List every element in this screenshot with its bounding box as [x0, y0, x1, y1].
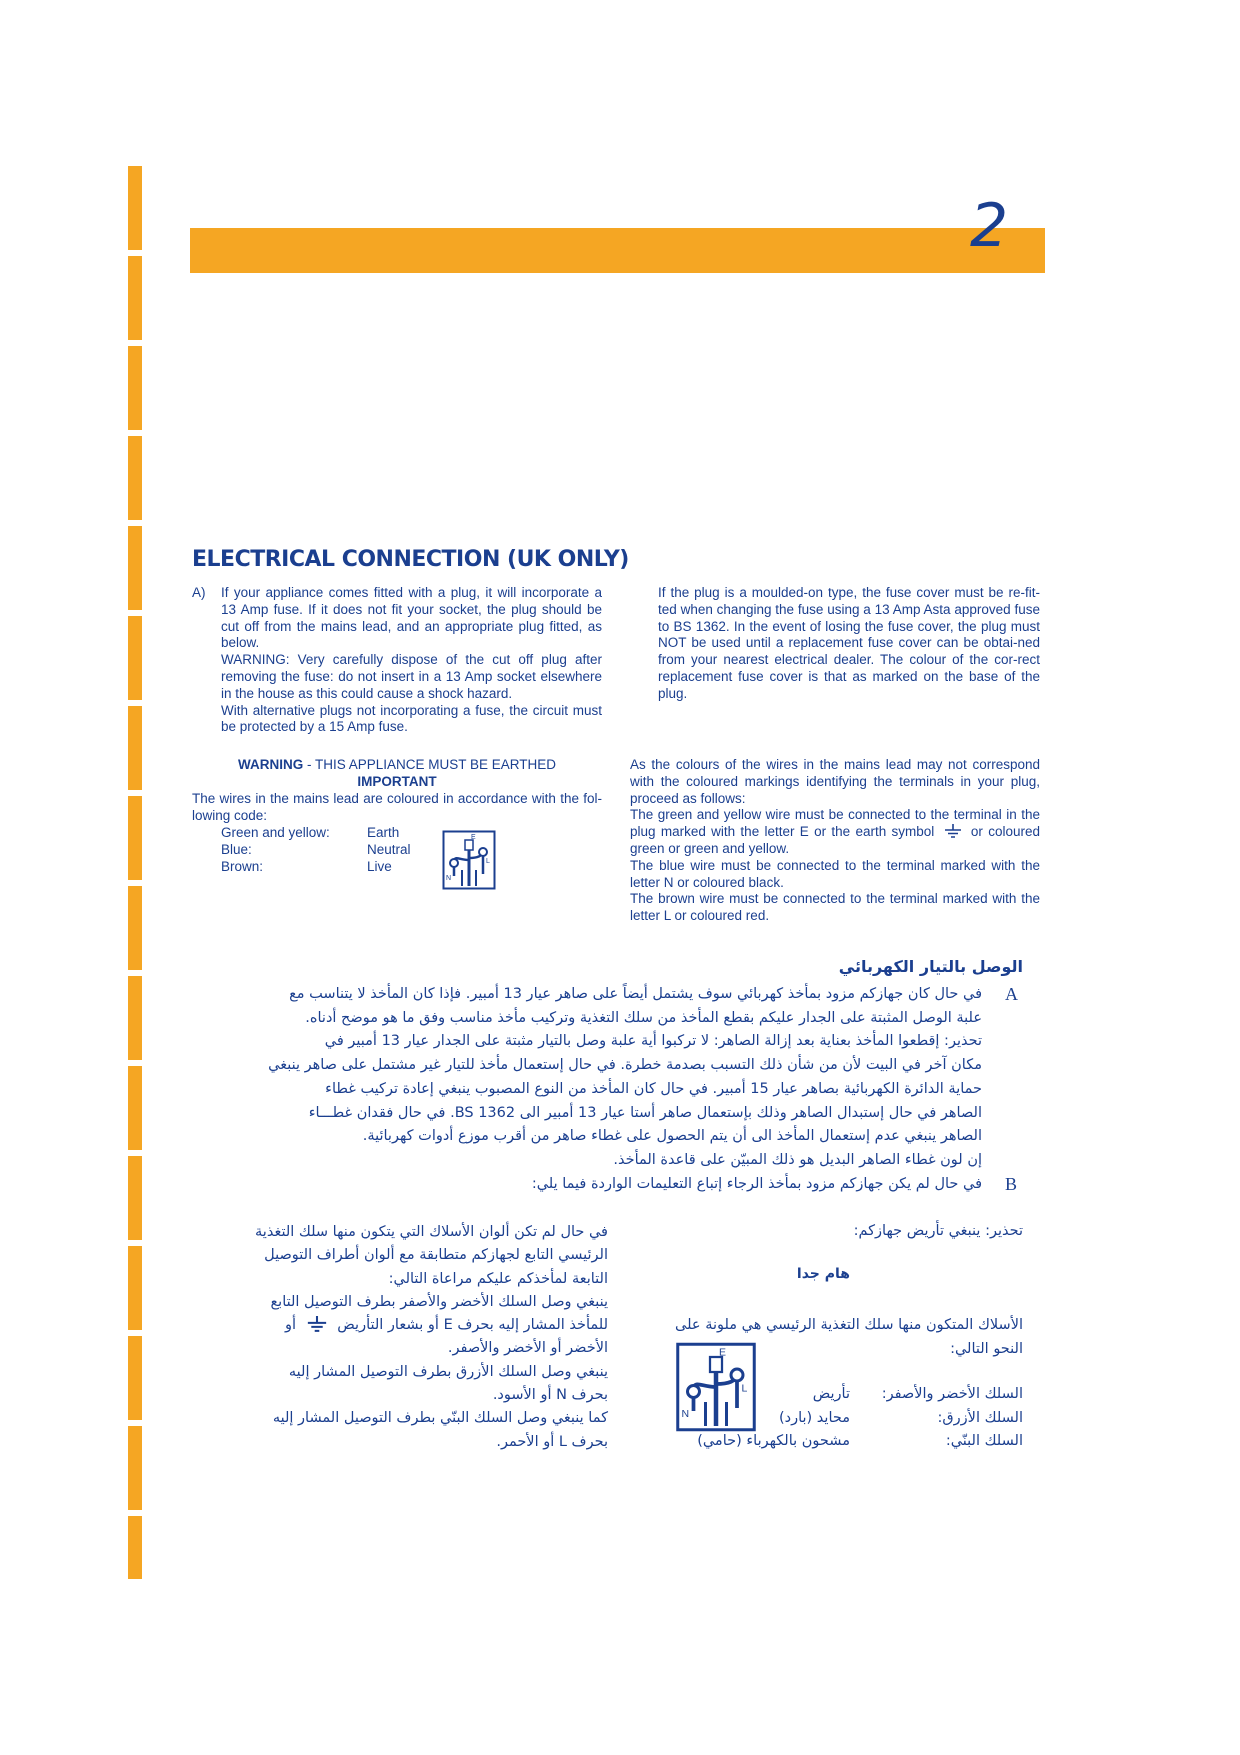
arabic-line-b: في حال لم يكن جهازكم مزود بمأخذ الرجاء إتباع التعليمات الواردة فيما يلي:: [531, 1175, 982, 1192]
plug-letter-n: N: [681, 1408, 690, 1420]
side-bar-segment: [128, 1246, 142, 1330]
side-bar-segment: [128, 796, 142, 880]
plug-letter-n: N: [446, 875, 452, 882]
plug-letter-e: E: [719, 1346, 727, 1359]
side-bar-segment: [128, 616, 142, 700]
wire-row: [221, 859, 421, 876]
arabic-line: في حال لم تكن ألوان الأسلاك التي يتكون منها سلك التغذية: [255, 1224, 608, 1240]
wire-colour: Green and yellow:: [221, 825, 330, 840]
arabic-line: الرئيسي التابع لجهازكم متطابقة مع ألوان أطراف التوصيل: [264, 1247, 608, 1264]
arabic-heading: الوصل بالتيار الكهربائي: [838, 957, 1023, 976]
wire-meaning: Live: [367, 859, 392, 874]
side-bar-segment: [128, 166, 142, 250]
wire-instructions: [630, 757, 1040, 925]
plug-letter-e: E: [471, 834, 476, 841]
arabic-line: إن لون غطاء الصاهر البديل هو ذلك المبيّن على قاعدة المأخذ.: [613, 1151, 982, 1168]
side-bar-segment: [128, 436, 142, 520]
arabic-line: الصاهر ينبغي عدم إستعمال المأخذ الى أن يتم الحصول على غطاء صاهر من أقرب موزع أدوات كهربائية.: [362, 1128, 982, 1145]
important-label: IMPORTANT: [357, 774, 437, 789]
side-bar-segment: [128, 976, 142, 1060]
arabic-label-b: B: [1005, 1174, 1018, 1194]
warning-text: - THIS APPLIANCE MUST BE EARTHED: [303, 757, 557, 772]
arabic-line-earth: [200, 1314, 608, 1337]
arabic-line: ينبغي وصل السلك الأخضر والأصفر بطرف التوصيل التابع: [270, 1293, 608, 1310]
plug-diagram-large-icon: [674, 1342, 758, 1432]
side-bar-segment: [128, 1156, 142, 1240]
moulded-plug-paragraph: If the plug is a moulded-on type, the fuse cover must be re-fit-ted when changing the fuse using a 13 Amp Asta approved fuse to BS 1362. In the event of losing the fuse cover, the plug must NOT be used until a replacement fuse cover can be obtai-ned from your nearest electrical dealer. The colour of the cor-rect replacement fuse cover is that as marked on the base of the plug.: [658, 585, 1040, 701]
brown-wire-instruction: The brown wire must be connected to the terminal marked with the letter L or coloured red.: [630, 891, 1040, 924]
wire-meaning: Earth: [367, 825, 400, 840]
side-bar-segment: [128, 526, 142, 610]
arabic-line: بحرف N أو الأسود.: [492, 1387, 608, 1404]
header-bar: [190, 228, 1045, 273]
arabic-wire-meaning: مشحون بالكهرباء (حامي): [697, 1433, 850, 1449]
arabic-line: علبة الوصل المثبتة على الجدار عليكم بقطع المأخذ من سلك التغذية وتركيب مأخذ مناسب وفق ما هو موضح أدناه.: [305, 1009, 982, 1026]
wire-colour: Brown:: [221, 859, 264, 874]
green-yellow-text-start: The green and yellow wire must be connected to the terminal in the plug marked with the letter E or the earth symbol: [630, 807, 1040, 840]
section-a-label: A): [192, 585, 206, 600]
arabic-section-a: [192, 983, 982, 1196]
plug-letter-l: L: [486, 858, 490, 865]
arabic-line: النحو التالي:: [950, 1340, 1023, 1357]
side-bar-segment: [128, 256, 142, 340]
wire-row: [221, 842, 421, 859]
side-bar-segment: [128, 886, 142, 970]
green-yellow-instruction: [630, 807, 1040, 857]
arabic-line: مكان آخر في البيت لأن من شأن ذلك التسبب بصدمة خطرة. في حال إستعمال مأخذ للتيار غير مشتمل على صاهر ينبغي: [268, 1057, 982, 1074]
arabic-line: الأسلاك المتكون منها سلك التغذية الرئيسي هي ملونة على: [675, 1317, 1023, 1333]
arabic-line: ينبغي وصل السلك الأزرق بطرف التوصيل المشار إليه: [288, 1363, 608, 1380]
arabic-warning: تحذير: ينبغي تأريض جهازكم:: [853, 1223, 1023, 1239]
plug-diagram-icon: [442, 830, 496, 890]
arabic-line: الصاهر في حال إستبدال الصاهر وذلك بإستعمال صاهر أستا عيار 13 أمبير الى BS 1362. في حال فقدان غطـــاء: [308, 1104, 982, 1121]
wire-instructions-intro: As the colours of the wires in the mains lead may not correspond with the coloured markings identifying the terminals in your plug, proceed as follows:: [630, 757, 1040, 806]
arabic-label-a: A: [1005, 984, 1018, 1004]
arabic-wire-colour: السلك البنّي:: [945, 1433, 1023, 1449]
arabic-wire-meaning: تأريض: [812, 1386, 850, 1402]
page-number: 2: [970, 191, 1009, 261]
section-a-alt-plugs-paragraph: With alternative plugs not incorporating a fuse, the circuit must be protected by a 15 Amp fuse.: [221, 702, 602, 735]
plug-letter-l: L: [741, 1382, 748, 1395]
arabic-wire-row: [680, 1430, 1023, 1454]
arabic-important: هام جدا: [796, 1266, 850, 1282]
section-a-warning-paragraph: WARNING: Very carefully dispose of the cut off plug after removing the fuse: do not insert in a 13 Amp socket elsewhere in the house as this could cause a shock hazard.: [221, 652, 602, 701]
arabic-wire-meaning: محايد (بارد): [778, 1409, 850, 1426]
arabic-line: تحذير: إقطعوا المأخذ بعناية بعد إزالة الصاهر: لا تركبوا أية علبة وصل بالتيار مثبتة على الجدار عيار 13 أمبير في: [324, 1033, 982, 1050]
arabic-wire-colour: السلك الأخضر والأصفر:: [881, 1386, 1023, 1402]
wire-code-intro: The wires in the mains lead are coloured in accordance with the fol-lowing code:: [192, 791, 602, 823]
arabic-line: بحرف L أو الأحمر.: [496, 1433, 608, 1450]
side-bar-segment: [128, 1426, 142, 1510]
section-title: ELECTRICAL CONNECTION (UK ONLY): [192, 547, 629, 572]
side-bar-segment: [128, 1516, 142, 1579]
arabic-line: التابعة لمأخذكم عليكم مراعاة التالي:: [388, 1270, 608, 1287]
green-yellow-text-end: or coloured green or green and yellow.: [630, 824, 1040, 856]
blue-wire-instruction: The blue wire must be connected to the terminal marked with the letter N or coloured black.: [630, 857, 1040, 890]
side-bar-segment: [128, 706, 142, 790]
earth-symbol-icon: [943, 824, 963, 838]
section-a-paragraph: If your appliance comes fitted with a plug, it will incorporate a 13 Amp fuse. If it does not fit your socket, the plug should be cut off from the mains lead, and an appropriate plug fitted, as below.: [221, 585, 602, 651]
wire-code-table: [221, 825, 421, 876]
arabic-line: كما ينبغي وصل السلك البنّي بطرف التوصيل المشار إليه: [272, 1410, 608, 1427]
side-bar-segment: [128, 1066, 142, 1150]
side-bar-segment: [128, 1336, 142, 1420]
warning-bold: WARNING: [237, 757, 304, 772]
earthing-warning: [192, 757, 602, 774]
wire-meaning: Neutral: [367, 842, 411, 857]
arabic-line: في حال كان جهازكم مزود بمأخذ كهربائي سوف يشتمل أيضاً على صاهر عيار 13 أمبير. فإذا كان المأخذ لا يتناسب مع: [289, 986, 982, 1002]
arabic-wire-colour: السلك الأزرق:: [937, 1409, 1023, 1426]
arabic-line: حماية الدائرة الكهربائية بصاهر عيار 15 أمبير. في حال كان المأخذ من النوع المصبوب ينبغي إعادة تركيب غطاء: [325, 1080, 982, 1097]
wire-row: [221, 825, 421, 842]
section-a-text: [221, 585, 602, 736]
side-bar-segment: [128, 346, 142, 430]
wire-colour: Blue:: [221, 842, 252, 857]
arabic-line-text: للمأخذ المشار إليه بحرف E أو بشعار التأريض: [337, 1317, 608, 1334]
arabic-line-tail: أو: [285, 1317, 297, 1334]
earth-symbol-icon: [305, 1316, 329, 1332]
arabic-left-column: [200, 1221, 608, 1454]
arabic-line: الأخضر أو الأخضر والأصفر.: [447, 1340, 608, 1357]
